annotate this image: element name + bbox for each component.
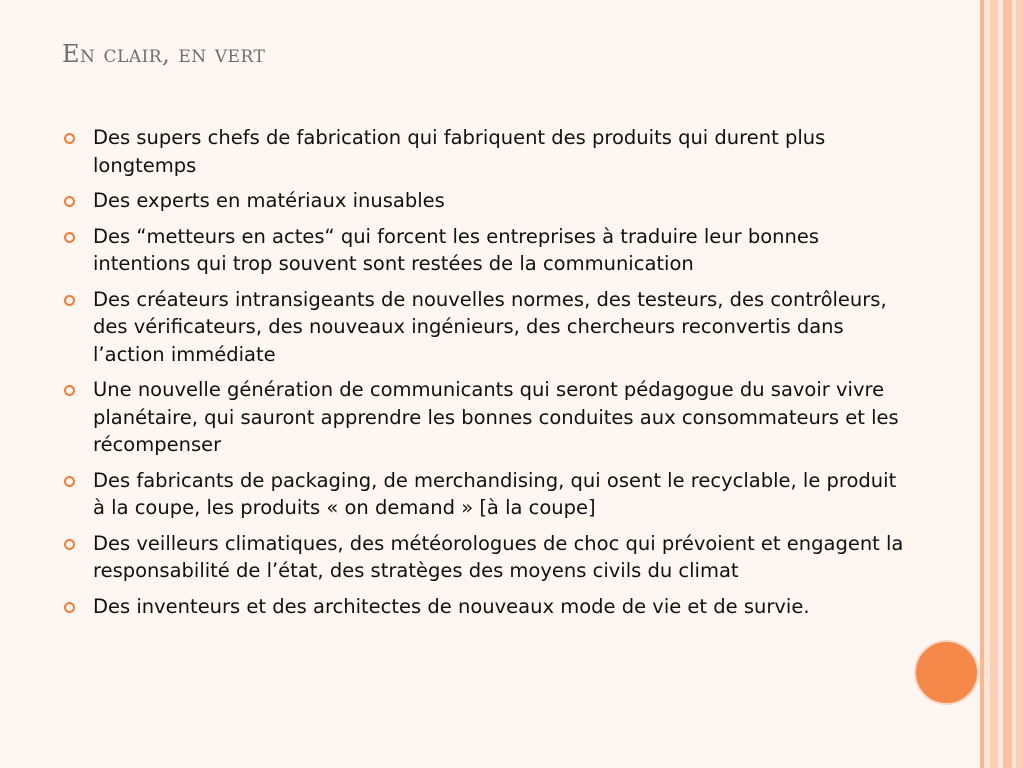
bullet-text: Des supers chefs de fabrication qui fabriquent des produits qui durent plus longtemps <box>93 126 826 177</box>
bullet-circle-icon <box>64 476 75 487</box>
bullet-text: Des créateurs intransigeants de nouvelles normes, des testeurs, des contrôleurs, des vérificateurs, des nouveaux ingénieurs, des chercheurs reconvertis dans l’action immédiate <box>93 287 887 366</box>
bullet-text: Des fabricants de packaging, de merchandising, qui osent le recyclable, le produit à la coupe, les produits « on demand » [à la coupe] <box>93 468 897 519</box>
bullet-list <box>62 124 912 628</box>
bullet-text: Des veilleurs climatiques, des météorologues de choc qui prévoient et engagent la responsabilité de l’état, des stratèges des moyens civils du climat <box>93 531 904 582</box>
bullet-circle-icon <box>64 385 75 396</box>
decorative-circle <box>914 640 979 705</box>
bullet-item <box>62 376 912 459</box>
bullet-circle-icon <box>64 602 75 613</box>
bullet-circle-icon <box>64 133 75 144</box>
bullet-item <box>62 467 912 522</box>
slide-title: En clair, en vert <box>62 40 266 68</box>
bullet-text: Des inventeurs et des architectes de nouveaux mode de vie et de survie. <box>93 594 810 618</box>
bullet-text: Une nouvelle génération de communicants qui seront pédagogue du savoir vivre planétaire, qui sauront apprendre les bonnes conduites aux consommateurs et les récompenser <box>93 378 899 456</box>
bullet-text: Des “metteurs en actes“ qui forcent les entreprises à traduire leur bonnes intentions qui trop souvent sont restées de la communication <box>93 224 820 275</box>
bullet-item <box>62 223 912 278</box>
decorative-stripe <box>1003 0 1012 768</box>
decorative-stripe <box>990 0 998 768</box>
bullet-circle-icon <box>64 295 75 306</box>
bullet-circle-icon <box>64 232 75 243</box>
bullet-item <box>62 286 912 369</box>
bullet-circle-icon <box>64 539 75 550</box>
decorative-stripe <box>1016 0 1024 768</box>
bullet-item <box>62 124 912 179</box>
bullet-circle-icon <box>64 196 75 207</box>
bullet-item <box>62 530 912 585</box>
bullet-item <box>62 593 912 621</box>
bullet-item <box>62 187 912 215</box>
bullet-text: Des experts en matériaux inusables <box>93 189 445 212</box>
